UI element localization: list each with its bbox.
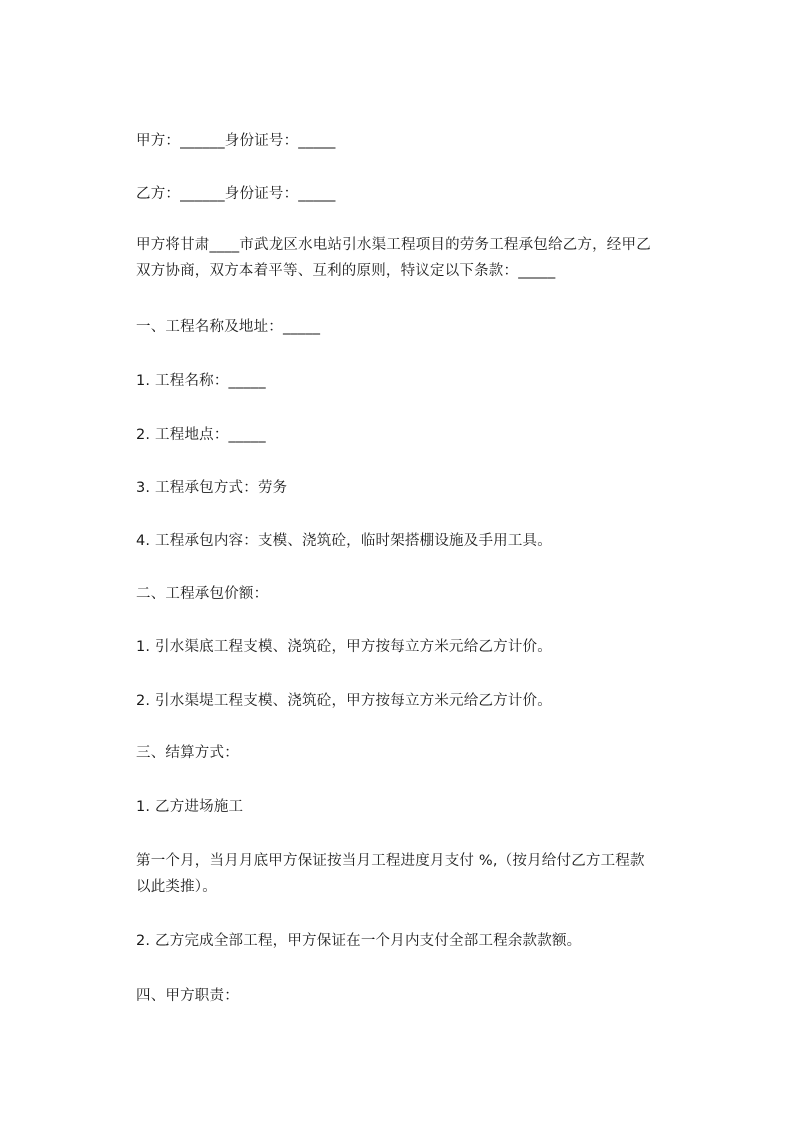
settlement-item-2: 2. 乙方完成全部工程，甲方保证在一个月内支付全部工程余款款额。 — [136, 933, 582, 949]
section-4-heading: 四、甲方职责： — [136, 988, 239, 1004]
project-location-line: 2. 工程地点：_____ — [136, 427, 266, 443]
payment-paragraph-line-2: 以此类推）。 — [136, 879, 217, 895]
payment-paragraph-line-1: 第一个月，当月月底甲方保证按当月工程进度月支付 %,（按月给付乙方工程款 — [136, 853, 645, 869]
contract-content-line: 4. 工程承包内容：支模、浇筑砼，临时架搭棚设施及手用工具。 — [136, 533, 552, 549]
project-name-line: 1. 工程名称：_____ — [136, 373, 266, 389]
party-b-line: 乙方：______身份证号：_____ — [136, 186, 336, 202]
intro-paragraph-line-1: 甲方将甘肃____市武龙区水电站引水渠工程项目的劳务工程承包给乙方，经甲乙 — [136, 237, 651, 253]
settlement-item-1: 1. 乙方进场施工 — [136, 799, 244, 815]
intro-paragraph — [136, 232, 701, 284]
price-item-1: 1. 引水渠底工程支模、浇筑砼，甲方按每立方米元给乙方计价。 — [136, 639, 552, 655]
section-2-heading: 二、工程承包价额： — [136, 586, 269, 602]
contract-method-line: 3. 工程承包方式：劳务 — [136, 480, 288, 496]
price-item-2: 2. 引水渠堤工程支模、浇筑砼，甲方按每立方米元给乙方计价。 — [136, 693, 552, 709]
party-a-line: 甲方：______身份证号：_____ — [136, 133, 336, 149]
intro-paragraph-line-2: 双方协商，双方本着平等、互利的原则，特议定以下条款：_____ — [136, 263, 556, 279]
payment-paragraph — [136, 848, 701, 900]
section-3-heading: 三、结算方式： — [136, 745, 239, 761]
section-1-heading: 一、工程名称及地址：_____ — [136, 319, 321, 335]
